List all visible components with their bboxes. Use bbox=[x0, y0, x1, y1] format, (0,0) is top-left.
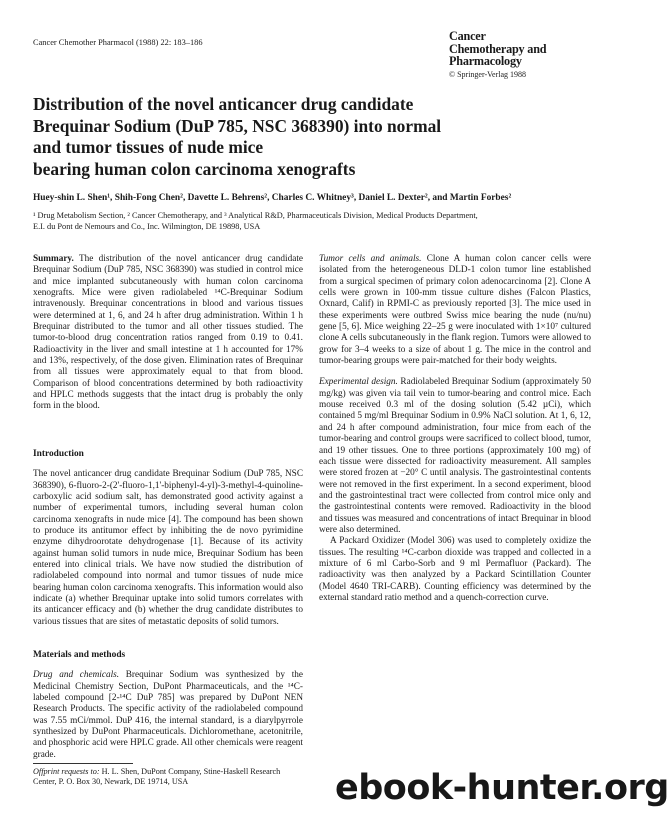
journal-name-line-1: Cancer bbox=[449, 29, 486, 43]
chemicals-paragraph bbox=[33, 670, 303, 761]
affiliation-line-1: ¹ Drug Metabolism Section, ² Cancer Chemotherapy, and ³ Analytical R&D, Pharmaceuticals Division, Medical Products Department, bbox=[33, 211, 478, 220]
oxidizer-paragraph: A Packard Oxidizer (Model 306) was used to completely oxidize the tissues. The resulting ¹⁴C-carbon dioxide was trapped and collected in a mixture of 6 ml Carbo-Sorb and 9 ml Permafluor (Packard). The radioactivity was then analyzed by a Packard Scintillation Counter (Model 4640 TRI-CARB). Counting efficiency was determined by the external standard ratio method and a quench-correction curve. bbox=[319, 536, 591, 603]
chemicals-text: Brequinar Sodium was synthesized by the Medicinal Chemistry Section, DuPont Pharmaceuticals, and the ¹⁴C-labeled compound [2-¹⁴C DuP 785] was prepared by DuPont NEN Research Products. The specific activity of the radiolabeled compound was 7.55 mCi/mmol. DuP 416, the internal standard, is a diarylpyrrole synthesized by DuPont Pharmaceuticals. Dichloromethane, acetonitrile, and phosphoric acid were HPLC grade. All other chemicals were reagent grade. bbox=[33, 670, 303, 760]
right-column bbox=[319, 0, 591, 818]
title-line-2: Brequinar Sodium (DuP 785, NSC 368390) into normal bbox=[33, 115, 442, 136]
tumor-paragraph bbox=[319, 254, 591, 367]
offprint-footnote bbox=[33, 767, 303, 787]
introduction-heading: Introduction bbox=[33, 448, 84, 459]
journal-name-line-3: Pharmacology bbox=[449, 54, 522, 69]
footnote-text: H. L. Shen, DuPont Company, Stine-Haskell Research Center, P. O. Box 30, Newark, DE 19714, USA bbox=[33, 767, 281, 787]
summary-paragraph bbox=[33, 254, 303, 413]
title-line-4: bearing human colon carcinoma xenografts bbox=[33, 158, 356, 179]
design-paragraph bbox=[319, 377, 591, 536]
design-text: Radiolabeled Brequinar Sodium (approximately 50 mg/kg) was given via tail vein to tumor-bearing and control mice. Each mouse received 0.3 ml of the dosing solution (5.42 µCi), which contained 5 mg/ml Brequinar Sodium in 0.9% NaCl solution. At 1, 6, 12, and 24 h after compound administration, four mice from each of the tumor-bearing and control groups were sacrificed to collect blood, tumor, and 19 other tissues. One to three portions (approximately 100 mg) of each tissue were dissected for radioactivity measurement. All samples were stored frozen at −20° C until analysis. The gastrointestinal contents were not removed in the first experiment. In a second experiment, blood and the gastrointestinal tract were collected from control mice only and the gastrointestinal contents were removed. Radioactivity in the blood and tissues was measured and concentrations of intact Brequinar in blood were also determined. bbox=[319, 377, 591, 535]
chemicals-label: Drug and chemicals. bbox=[33, 670, 120, 681]
design-label: Experimental design. bbox=[319, 377, 398, 388]
author-list: Huey-shin L. Shen¹, Shih-Fong Chen², Davette L. Behrens², Charles C. Whitney³, Daniel L. Dexter², and Martin Forbes² bbox=[33, 193, 512, 203]
journal-citation: Cancer Chemother Pharmacol (1988) 22: 183–186 bbox=[33, 38, 203, 47]
left-column bbox=[33, 254, 303, 761]
copyright-notice: © Springer-Verlag 1988 bbox=[449, 69, 527, 79]
introduction-text: The novel anticancer drug candidate Brequinar Sodium (DuP 785, NSC 368390), 6-fluoro-2-(2'-fluoro-1,1'-biphenyl-4-yl)-3-methyl-4-quinoline-carboxylic acid sodium salt, has demonstrated good activity against a number of experimental tumors, including several human colon carcinoma xenografts in nude mice [4]. The compound has been shown to produce its antitumor effect by inhibiting the de novo pyrimidine enzyme dihydroorotate dehydrogenase [1]. Because of its activity against human solid tumors in nude mice, Brequinar Sodium has been entered into clinical trials. We have now studied the distribution of radiolabeled compound into normal and tumor tissues of nude mice bearing human colon carcinoma xenografts. This information would also indicate (a) whether Brequinar uptake into solid tumors correlates with its anticancer efficacy and (b) whether the drug candidate distributes to various tissues that are sites of metastatic deposits of solid tumors. bbox=[33, 469, 303, 627]
journal-name-line-2: Chemotherapy and bbox=[449, 41, 547, 56]
title-line-1: Distribution of the novel anticancer drug candidate bbox=[33, 94, 414, 114]
site-watermark: ebook-hunter.org bbox=[335, 768, 669, 808]
tumor-label: Tumor cells and animals. bbox=[319, 254, 422, 264]
footnote-label: Offprint requests to: bbox=[33, 767, 100, 776]
summary-label: Summary. bbox=[33, 254, 74, 264]
title-line-3: and tumor tissues of nude mice bbox=[33, 137, 264, 157]
footnote-rule bbox=[33, 763, 133, 764]
affiliation-line-2: E.I. du Pont de Nemours and Co., Inc. Wilmington, DE 19898, USA bbox=[33, 221, 261, 231]
tumor-text: Clone A human colon cancer cells were isolated from the heterogeneous DLD-1 colon tumor line established from a surgical specimen of primary colon adenocarcinoma [2]. Clone A cells were grown in 100-mm tissue culture dishes (Falcon Plastics, Oxnard, Calif) in RPMI-C as previously reported [3]. The mice used in these experiments were outbred Swiss mice bearing the nude (nu/nu) gene [5, 6]. Mice weighing 22–25 g were inoculated with 1×10⁷ cultured clone A cells subcutaneously in the flank region. Tumors were allowed to grow for 3–4 weeks to a size of about 1 g. The mice in the control and tumor-bearing groups were pair-matched for their body weights. bbox=[319, 254, 592, 367]
summary-text: The distribution of the novel anticancer drug candidate Brequinar Sodium (DuP 785, NSC 368390) was studied in control mice and mice implanted subcutaneously with human colon carcinoma xenografts. Mice were given radiolabeled ¹⁴C-Brequinar Sodium intravenously. Brequinar concentrations in blood and various tissues were determined at 1, 6, and 24 h after drug administration. Within 1 h Brequinar distributed to the tumor and all other tissues studied. The tumor-to-blood drug concentration ratios ranged from 0.19 to 0.41. Radioactivity in the liver and small intestine at 1 h accounted for 17% and 13%, respectively, of the dose given. Elimination rates of Brequinar from all tissues were approximately equal to that from blood. Comparison of blood concentrations determined by both radioactivity and HPLC methods suggests that the intact drug is probably the only form in the blood. bbox=[33, 254, 303, 412]
methods-heading: Materials and methods bbox=[33, 649, 126, 660]
